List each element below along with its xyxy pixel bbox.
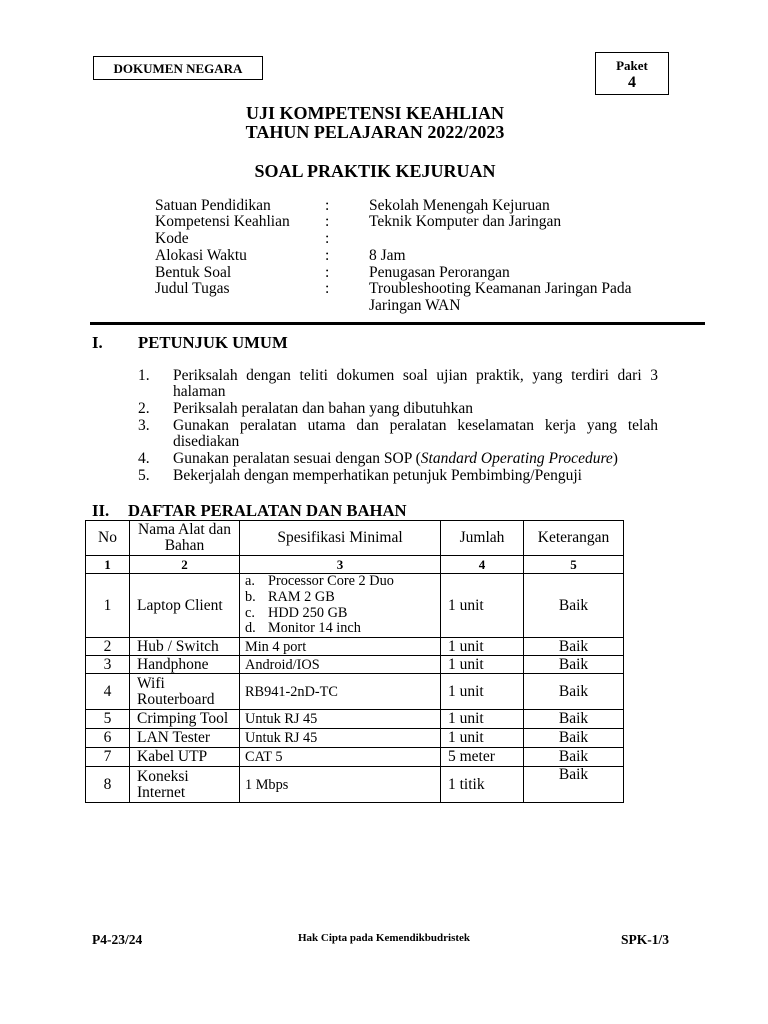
item-note: Baik: [524, 767, 624, 803]
item-note: Baik: [524, 574, 624, 638]
header-name: Nama Alat dan Bahan: [130, 521, 240, 556]
instructions-list: [138, 368, 658, 485]
column-number: 5: [524, 556, 624, 574]
row-number: 4: [86, 674, 130, 710]
section-number: II.: [92, 500, 110, 520]
row-number: 3: [86, 656, 130, 674]
column-number: 2: [130, 556, 240, 574]
spec-text: HDD 250 GB: [268, 604, 348, 621]
item-spec: Android/IOS: [240, 656, 441, 674]
item-name: Koneksi Internet: [130, 767, 240, 803]
footer-code: P4-23/24: [92, 932, 143, 947]
info-separator: :: [325, 213, 330, 231]
item-name: Hub / Switch: [130, 638, 240, 656]
info-label: Kompetensi Keahlian: [155, 213, 290, 231]
item-name: Crimping Tool: [130, 710, 240, 729]
equipment-table: [85, 520, 624, 803]
header-qty: Jumlah: [441, 521, 524, 556]
list-text: Periksalah peralatan dan bahan yang dibutuhkan: [173, 399, 473, 417]
row-number: 7: [86, 748, 130, 767]
header-no: No: [86, 521, 130, 556]
spec-text: RAM 2 GB: [268, 588, 335, 605]
info-separator: :: [325, 196, 330, 214]
item-note: Baik: [524, 729, 624, 748]
item-qty: 1 unit: [441, 674, 524, 710]
info-row: [155, 265, 659, 282]
list-text: Periksalah dengan teliti dokumen soal ujian praktik, yang terdiri dari 3 halaman: [173, 366, 658, 401]
info-label: Judul Tugas: [155, 280, 230, 298]
spec-marker: c.: [245, 604, 255, 621]
spec-marker: a.: [245, 573, 255, 590]
list-item: [138, 468, 658, 485]
table-row: [86, 767, 624, 803]
info-separator: :: [325, 246, 330, 264]
column-number: 4: [441, 556, 524, 574]
item-spec: Untuk RJ 45: [240, 710, 441, 729]
list-number: 5.: [138, 466, 150, 484]
section-heading-instructions: [92, 334, 288, 351]
info-label: Satuan Pendidikan: [155, 196, 271, 214]
item-qty: 1 unit: [441, 656, 524, 674]
section-number: I.: [92, 332, 103, 352]
column-number: 1: [86, 556, 130, 574]
item-spec: Untuk RJ 45: [240, 729, 441, 748]
list-text-italic: Standard Operating Procedure: [420, 450, 613, 468]
item-name: LAN Tester: [130, 729, 240, 748]
item-note: Baik: [524, 710, 624, 729]
item-qty: 1 unit: [441, 574, 524, 638]
header-spec: Spesifikasi Minimal: [240, 521, 441, 556]
item-name: Wifi Routerboard: [130, 674, 240, 710]
table-row: [86, 656, 624, 674]
table-row: [86, 729, 624, 748]
spec-list-item: [245, 590, 440, 606]
info-row: [155, 198, 659, 215]
document-classification-label: DOKUMEN NEGARA: [113, 60, 243, 76]
list-item: [138, 368, 658, 401]
item-spec: CAT 5: [240, 748, 441, 767]
list-number: 4.: [138, 450, 150, 468]
row-number: 8: [86, 767, 130, 803]
item-note: Baik: [524, 656, 624, 674]
item-spec: 1 Mbps: [240, 767, 441, 803]
info-value: Penugasan Perorangan: [369, 263, 510, 281]
paket-box: [595, 52, 669, 95]
title-line-1: UJI KOMPETENSI KEAHLIAN: [245, 102, 505, 123]
table-row: [86, 748, 624, 767]
info-separator: :: [325, 280, 330, 298]
item-name: Laptop Client: [130, 574, 240, 638]
list-number: 1.: [138, 366, 150, 384]
table-row: [86, 574, 624, 638]
row-number: 5: [86, 710, 130, 729]
list-item: [138, 418, 658, 451]
info-separator: :: [325, 263, 330, 281]
spec-marker: b.: [245, 588, 256, 605]
column-number: 3: [240, 556, 441, 574]
info-row: [155, 214, 659, 231]
item-qty: 1 unit: [441, 638, 524, 656]
paket-label: Paket: [616, 58, 648, 73]
info-value: Teknik Komputer dan Jaringan: [369, 213, 562, 231]
row-number: 1: [86, 574, 130, 638]
list-number: 3.: [138, 416, 150, 434]
spec-list-item: [245, 621, 440, 637]
table-row: [86, 638, 624, 656]
page-subtitle: SOAL PRAKTIK KEJURUAN: [254, 160, 496, 181]
item-qty: 1 unit: [441, 710, 524, 729]
spec-text: Monitor 14 inch: [268, 620, 361, 637]
row-number: 6: [86, 729, 130, 748]
item-spec: Min 4 port: [240, 638, 441, 656]
item-spec: RB941-2nD-TC: [240, 674, 441, 710]
table-row: [86, 674, 624, 710]
info-row: [155, 248, 659, 265]
footer-page-number: SPK-1/3: [620, 932, 669, 947]
item-qty: 1 titik: [441, 767, 524, 803]
list-text-end: ): [612, 450, 618, 468]
info-value: [369, 231, 659, 248]
info-label: Bentuk Soal: [155, 263, 232, 281]
footer-copyright: Hak Cipta pada Kemendikbudristek: [297, 932, 471, 944]
title-line-2: TAHUN PELAJARAN 2022/2023: [245, 121, 505, 142]
paket-number: 4: [628, 74, 636, 91]
item-note: Baik: [524, 638, 624, 656]
row-number: 2: [86, 638, 130, 656]
list-text: [173, 451, 658, 468]
list-text-start: Gunakan peralatan sesuai dengan SOP (: [173, 450, 421, 468]
document-classification-box: [93, 56, 263, 80]
identity-info: [155, 198, 659, 316]
item-note: Baik: [524, 674, 624, 710]
section-heading-equipment: [92, 502, 407, 519]
item-qty: 5 meter: [441, 748, 524, 767]
header-note: Keterangan: [524, 521, 624, 556]
header-divider: [90, 322, 705, 325]
section-title: DAFTAR PERALATAN DAN BAHAN: [128, 500, 407, 520]
list-number: 2.: [138, 399, 150, 417]
info-value: Sekolah Menengah Kejuruan: [369, 196, 550, 214]
page-title: [100, 104, 650, 142]
info-value: Troubleshooting Keamanan Jaringan Pada Jaringan WAN: [369, 280, 632, 315]
list-text: Bekerjalah dengan memperhatikan petunjuk Pembimbing/Penguji: [173, 466, 582, 484]
spec-text: Processor Core 2 Duo: [268, 573, 394, 590]
table-header-row: [86, 521, 624, 556]
info-row: [155, 281, 659, 315]
list-item: [138, 451, 658, 468]
info-separator: :: [325, 230, 330, 248]
list-item: [138, 401, 658, 418]
item-note: Baik: [524, 748, 624, 767]
spec-list-item: [245, 606, 440, 622]
info-label: Alokasi Waktu: [155, 246, 247, 264]
item-qty: 1 unit: [441, 729, 524, 748]
spec-list-item: [245, 574, 440, 590]
list-text: Gunakan peralatan utama dan peralatan keselamatan kerja yang telah disediakan: [173, 416, 658, 451]
section-title: PETUNJUK UMUM: [138, 332, 288, 352]
info-value: 8 Jam: [369, 246, 406, 264]
item-spec: [240, 574, 441, 638]
item-name: Handphone: [130, 656, 240, 674]
info-label: Kode: [155, 230, 189, 248]
table-row: [86, 710, 624, 729]
item-name: Kabel UTP: [130, 748, 240, 767]
column-number-row: [86, 556, 624, 574]
info-row: [155, 231, 659, 248]
spec-marker: d.: [245, 620, 256, 637]
